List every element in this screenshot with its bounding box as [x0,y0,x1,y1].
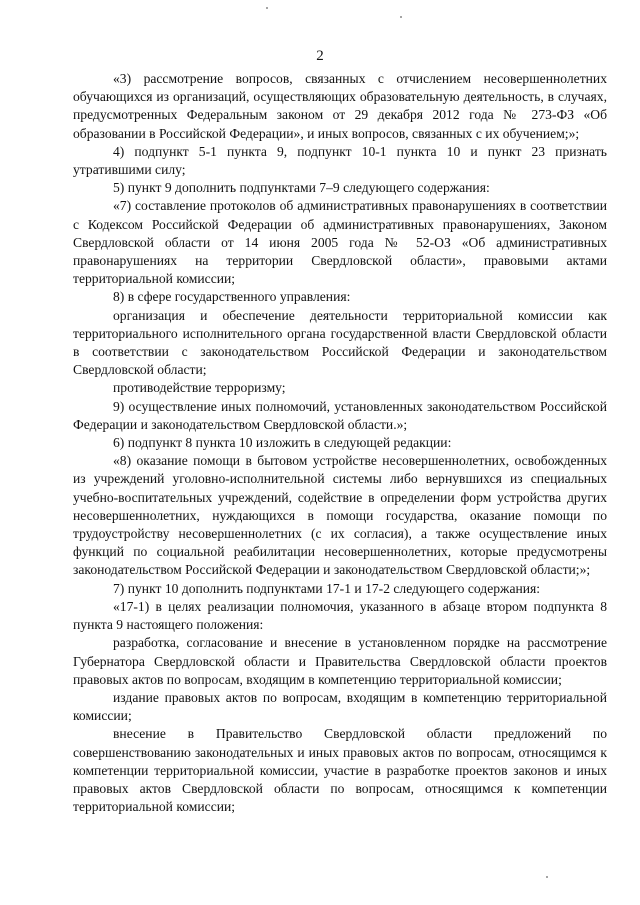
paragraph-item-5: 5) пункт 9 дополнить подпунктами 7–9 следующего содержания: [113,180,490,196]
paragraph-3-quote: «3) рассмотрение вопросов, связанных с отчислением несовершеннолетних обучающихся из организаций, осуществляющих образовательную деятельность, в случаях, предусмотренных Федеральным законом от 29 декабря 2012 года № 273-ФЗ «Об образовании в Российской Федерации», и иных вопросов, связанных с их обучением;»; [73,71,607,141]
paragraph-organization: организация и обеспечение деятельности территориальной комиссии как территориального исполнительного органа государственной власти Свердловской области в соответствии с законодательством Российской Федерации и законодательством Свердловской области; [73,307,607,378]
paragraph-17-1: «17-1) в целях реализации полномочия, указанного в абзаце втором подпункта 8 пункта 9 настоящего положения: [73,598,607,633]
scan-speck [546,876,548,878]
paragraph-9-quote: 9) осуществление иных полномочий, установленных законодательством Российской Федерации и законодательством Свердловской области.»; [73,398,607,432]
document-body [73,70,607,816]
paragraph-item-4: 4) подпункт 5-1 пункта 9, подпункт 10-1 пункта 10 и пункт 23 признать утратившими силу; [73,143,607,178]
scan-speck [400,16,402,18]
page-number: 2 [316,48,324,64]
paragraph-item-7: 7) пункт 10 дополнить подпунктами 17-1 и 17-2 следующего содержания: [113,580,541,596]
paragraph-development: разработка, согласование и внесение в установленном порядке на рассмотрение Губернатора Свердловской области и Правительства Свердловской области проектов правовых актов по вопросам, входящим в компетенцию территориальной комиссии; [73,635,607,687]
paragraph-7-quote: «7) составление протоколов об административных правонарушениях в соответствии с Кодексом Российской Федерации об административных правонарушениях, Законом Свердловской области от 14 июня 2005 года № 52-ОЗ «Об административных правонарушениях на территории Свердловской области», правовыми актами территориальной комиссии; [73,198,607,287]
scan-speck [266,7,268,9]
paragraph-anti-terrorism: противодействие терроризму; [113,380,286,396]
paragraph-issuance: издание правовых актов по вопросам, входящим в компетенцию территориальной комиссии; [73,689,607,724]
paragraph-8-heading: 8) в сфере государственного управления: [113,289,351,305]
paragraph-submission: внесение в Правительство Свердловской области предложений по совершенствованию законодательных и иных правовых актов по вопросам, относящимся к компетенции территориальной комиссии, участие в разработке проектов законов и иных правовых актов Свердловской области по вопросам, относящимся к компетенции территориальной комиссии; [73,726,607,815]
paragraph-item-6: 6) подпункт 8 пункта 10 изложить в следующей редакции: [113,435,452,451]
paragraph-8-new-text: «8) оказание помощи в бытовом устройстве несовершеннолетних, освобожденных из учреждений уголовно-исполнительной системы либо вернувшихся из специальных учебно-воспитательных учреждений, содействие в определении форм устройства других несовершеннолетних, нуждающихся в помощи государства, оказание помощи по трудоустройству несовершеннолетних (с их согласия), а также осуществление иных функций по социальной реабилитации несовершеннолетних, которые предусмотрены законодательством Российской Федерации и законодательством Свердловской области;»; [73,453,607,578]
